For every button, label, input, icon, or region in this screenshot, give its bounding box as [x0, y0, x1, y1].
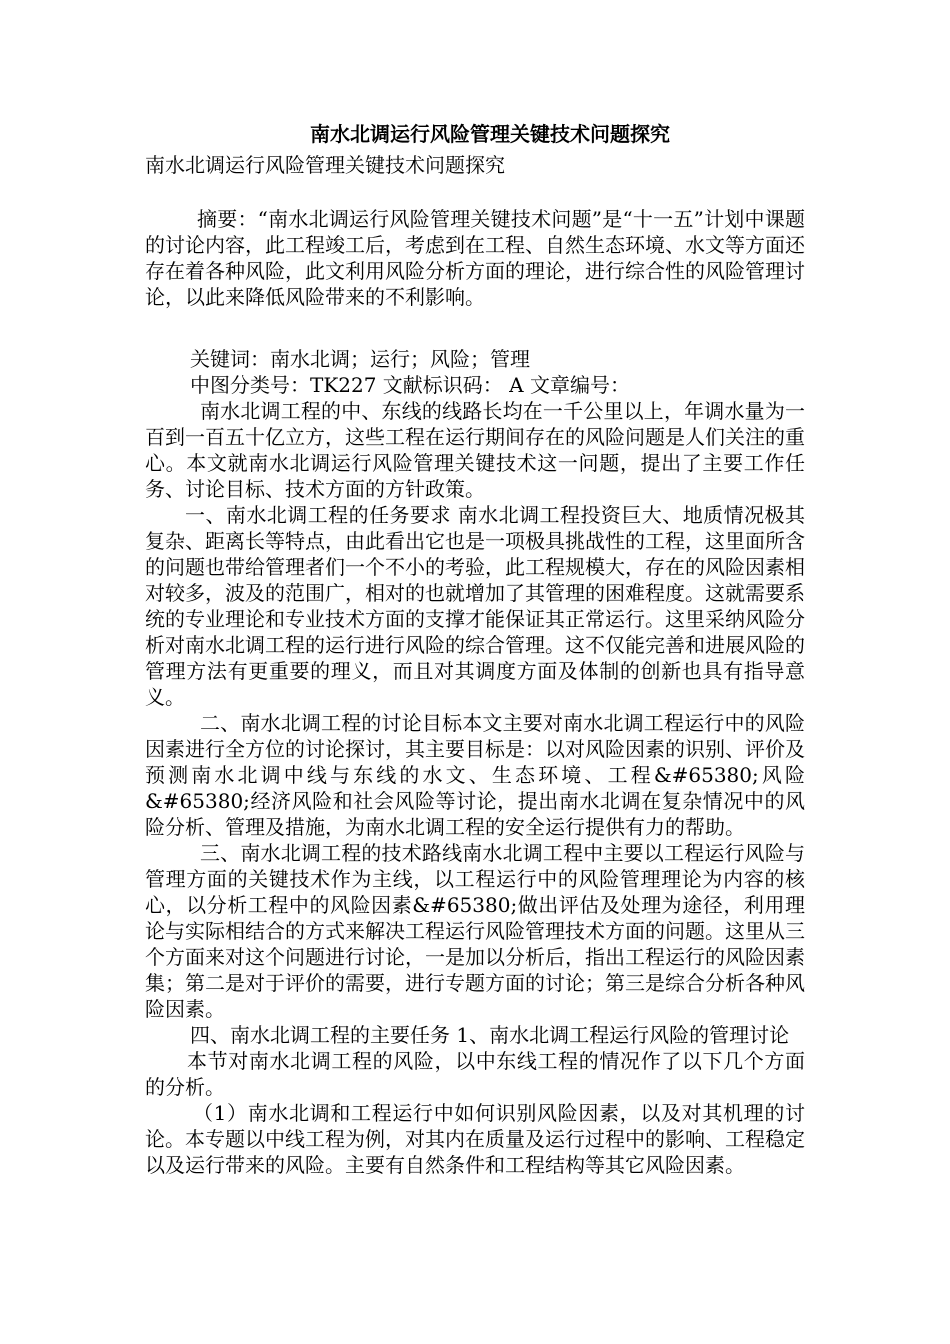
keywords-line: 关键词：南水北调；运行；风险；管理 [190, 347, 530, 371]
document-title: 南水北调运行风险管理关键技术问题探究 [310, 122, 670, 146]
body-paragraph-analysis-intro: 本节对南水北调工程的风险，以中东线工程的情况作了以下几个方面的分析。 [145, 1049, 805, 1099]
document-page [145, 118, 805, 1178]
body-paragraph-research-goals: 二、南水北调工程的讨论目标本文主要对南水北调工程运行中的风险因素进行全方位的讨论探讨，其主要目标是：以对风险因素的识别、评价及预测南水北调中线与东线的水文、生态环境、工程&#65380;风险&#65380;经济风险和社会风险等讨论，提出南水北调在复杂情况中的风险分析、管理及措施，为南水北调工程的安全运行提供有力的帮助。 [145, 711, 805, 839]
body-paragraph-main-tasks: 四、南水北调工程的主要任务 1、南水北调工程运行风险的管理讨论 [190, 1023, 790, 1047]
classification-line: 中图分类号：TK227 文献标识码： A 文章编号： [190, 373, 630, 397]
body-paragraph-technical-route: 三、南水北调工程的技术路线南水北调工程中主要以工程运行风险与管理方面的关键技术作为主线，以工程运行中的风险管理理论为内容的核心，以分析工程中的风险因素&#65380;做出评估及处理为途径，利用理论与实际相结合的方式来解决工程运行风险管理技术方面的问题。这里从三个方面来对这个问题进行讨论，一是加以分析后，指出工程运行的风险因素集；第二是对于评价的需要，进行专题方面的讨论；第三是综合分析各种风险因素。 [145, 841, 805, 1021]
body-paragraph-intro: 南水北调工程的中、东线的线路长均在一千公里以上，年调水量为一百到一百五十亿立方，这些工程在运行期间存在的风险问题是人们关注的重心。本文就南水北调运行风险管理关键技术这一问题，提出了主要工作任务、讨论目标、技术方面的方针政策。 [145, 399, 805, 501]
body-paragraph-task-requirements: 一、南水北调工程的任务要求 南水北调工程投资巨大、地质情况极其复杂、距离长等特点，由此看出它也是一项极具挑战性的工程，这里面所含的问题也带给管理者们一个不小的考验，此工程规模大，存在的风险因素相对较多，波及的范围广，相对的也就增加了其管理的困难程度。这就需要系统的专业理论和专业技术方面的支撑才能保证其正常运行。这里采纳风险分析对南水北调工程的运行进行风险的综合管理。这不仅能完善和进展风险的管理方法有更重要的理义，而且对其调度方面及体制的创新也具有指导意义。 [145, 503, 805, 709]
body-paragraph-risk-identification: （1）南水北调和工程运行中如何识别风险因素，以及对其机理的讨论。本专题以中线工程为例，对其内在质量及运行过程中的影响、工程稳定以及运行带来的风险。主要有自然条件和工程结构等其它风险因素。 [145, 1101, 805, 1177]
abstract-paragraph: 摘要：“南水北调运行风险管理关键技术问题”是“十一五”计划中课题的讨论内容，此工程竣工后，考虑到在工程、自然生态环境、水文等方面还存在着各种风险，此文利用风险分析方面的理论，进行综合性的风险管理讨论，以此来降低风险带来的不利影响。 [145, 207, 805, 309]
document-subtitle: 南水北调运行风险管理关键技术问题探究 [145, 153, 505, 177]
